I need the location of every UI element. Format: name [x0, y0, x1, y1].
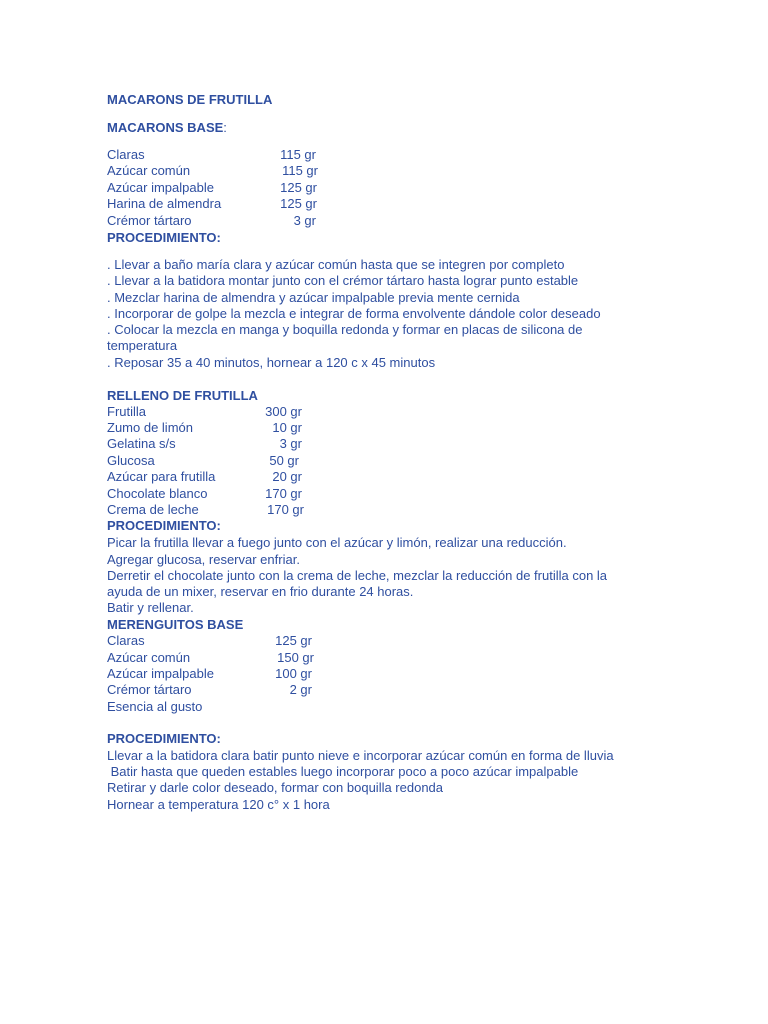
procedure-step: Agregar glucosa, reservar enfriar. — [107, 552, 300, 567]
ingredient-name: Azúcar impalpable — [107, 180, 214, 195]
macarons-base-heading-colon: : — [223, 120, 227, 135]
ingredient-amount: 300 gr — [265, 404, 302, 419]
macarons-base-heading-line — [107, 120, 227, 136]
ingredient-name: Claras — [107, 633, 145, 648]
ingredient-name: Frutilla — [107, 404, 147, 419]
ingredient-name: Gelatina s/s — [107, 436, 176, 451]
procedure-heading: PROCEDIMIENTO: — [107, 518, 221, 533]
procedure-step: Batir hasta que queden estables luego incorporar poco a poco azúcar impalpable — [107, 764, 579, 779]
macarons-base-heading: MACARONS BASE — [107, 120, 224, 135]
ingredient-amount: 125 gr — [280, 196, 317, 211]
ingredient-name: Crema de leche — [107, 502, 199, 517]
procedure-step: . Reposar 35 a 40 minutos, hornear a 120 c x 45 minutos — [107, 355, 436, 370]
ingredient-name: Claras — [107, 147, 145, 162]
ingredient-name: Glucosa — [107, 453, 155, 468]
ingredient-name: Crémor tártaro — [107, 682, 192, 697]
procedure-step: Batir y rellenar. — [107, 600, 194, 615]
ingredient-amount: 115 gr — [280, 147, 316, 162]
relleno-heading: RELLENO DE FRUTILLA — [107, 388, 258, 403]
ingredient-amount: 170 gr — [267, 502, 304, 517]
procedure-step: Derretir el chocolate junto con la crema de leche, mezclar la reducción de frutilla con la — [107, 568, 608, 583]
ingredient-name: Harina de almendra — [107, 196, 222, 211]
procedure-step: Retirar y darle color deseado, formar con boquilla redonda — [107, 780, 444, 795]
ingredient-name: Azúcar para frutilla — [107, 469, 216, 484]
ingredient-amount: 3 gr — [279, 436, 302, 451]
ingredient-amount: 50 gr — [269, 453, 299, 468]
ingredient-amount: 125 gr — [280, 180, 317, 195]
procedure-step: . Llevar a la batidora montar junto con el crémor tártaro hasta lograr punto estable — [107, 273, 579, 288]
procedure-step: . Mezclar harina de almendra y azúcar impalpable previa mente cernida — [107, 290, 520, 305]
ingredient-amount: 150 gr — [277, 650, 314, 665]
ingredient-amount: 125 gr — [275, 633, 312, 648]
ingredient-name: Azúcar impalpable — [107, 666, 214, 681]
ingredient-amount: 115 gr — [282, 163, 318, 178]
procedure-heading: PROCEDIMIENTO: — [107, 230, 221, 245]
procedure-step: Picar la frutilla llevar a fuego junto con el azúcar y limón, realizar una reducción. — [107, 535, 567, 550]
ingredient-name: Crémor tártaro — [107, 213, 192, 228]
procedure-step: Hornear a temperatura 120 c° x 1 hora — [107, 797, 330, 812]
ingredient-amount: 170 gr — [265, 486, 302, 501]
ingredient-name: Azúcar común — [107, 163, 191, 178]
ingredient-amount: 100 gr — [275, 666, 312, 681]
ingredient-amount: 10 gr — [272, 420, 302, 435]
ingredient-name: Zumo de limón — [107, 420, 193, 435]
ingredient-name: Esencia al gusto — [107, 699, 203, 714]
procedure-step: . Colocar la mezcla en manga y boquilla redonda y formar en placas de silicona de — [107, 322, 583, 337]
procedure-step: ayuda de un mixer, reservar en frio durante 24 horas. — [107, 584, 414, 599]
ingredient-amount: 3 gr — [293, 213, 316, 228]
procedure-step: . Incorporar de golpe la mezcla e integrar de forma envolvente dándole color deseado — [107, 306, 601, 321]
procedure-step: . Llevar a baño maría clara y azúcar común hasta que se integren por completo — [107, 257, 565, 272]
ingredient-name: Chocolate blanco — [107, 486, 208, 501]
procedure-step: temperatura — [107, 338, 178, 353]
procedure-step: Llevar a la batidora clara batir punto nieve e incorporar azúcar común en forma de lluvia — [107, 748, 614, 763]
merenguitos-heading: MERENGUITOS BASE — [107, 617, 244, 632]
ingredient-amount: 20 gr — [272, 469, 302, 484]
ingredient-name: Azúcar común — [107, 650, 191, 665]
procedure-heading: PROCEDIMIENTO: — [107, 731, 221, 746]
page-title: MACARONS DE FRUTILLA — [107, 92, 273, 107]
ingredient-amount: 2 gr — [289, 682, 312, 697]
